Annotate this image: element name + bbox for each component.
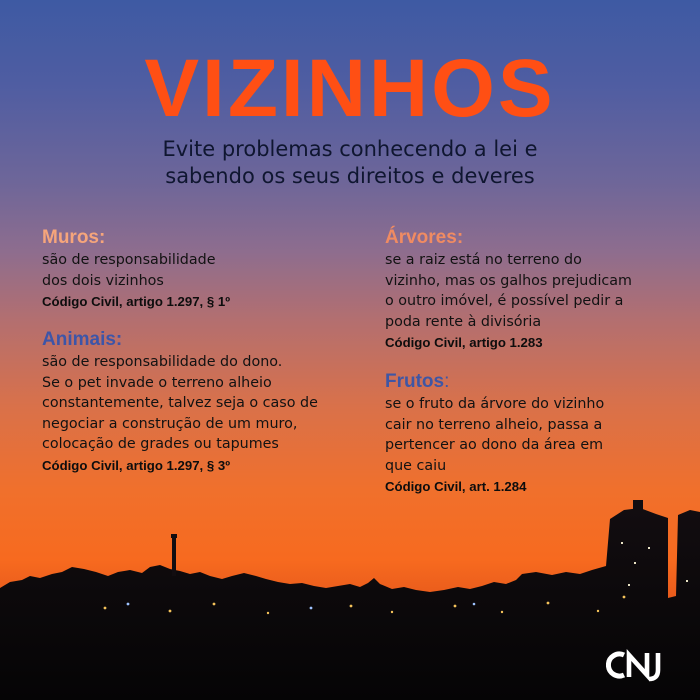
- text-line: são de responsabilidade: [42, 252, 216, 268]
- text-line: constantemente, talvez seja o caso de: [42, 395, 318, 411]
- section-heading-text: Frutos: [385, 371, 445, 392]
- text-line: se o fruto da árvore do vizinho: [385, 396, 605, 412]
- law-reference: Código Civil, artigo 1.297, § 3º: [42, 457, 231, 473]
- text-line: o outro imóvel, é possível pedir a: [385, 293, 624, 309]
- law-reference: Código Civil, artigo 1.283: [385, 335, 543, 350]
- subtitle-line: sabendo os seus direitos e deveres: [165, 164, 535, 188]
- heading-colon: :: [444, 371, 450, 392]
- section-heading-text: Árvores: [385, 227, 457, 248]
- text-line: pertencer ao dono da área em: [385, 437, 604, 453]
- text-line: negociar a construção de um muro,: [42, 415, 298, 432]
- text-line: colocação de grades ou tapumes: [42, 436, 279, 452]
- page-title: VIZINHOS: [144, 43, 556, 134]
- text-line: cair no terreno alheio, passa a: [385, 416, 603, 433]
- cnj-logo-text: CNJ: [606, 648, 608, 649]
- heading-colon: :: [456, 227, 464, 248]
- text-line: que caiu: [385, 457, 447, 474]
- heading-colon: :: [115, 329, 123, 350]
- cnj-logo-icon: [606, 648, 672, 682]
- text-line: poda rente à divisória: [385, 313, 542, 330]
- law-reference: Código Civil, art. 1.284: [385, 479, 527, 494]
- heading-colon: :: [99, 227, 106, 248]
- section-heading-text: Animais: [42, 329, 116, 350]
- text-line: dos dois vizinhos: [42, 272, 164, 289]
- law-reference: Código Civil, artigo 1.297, § 1º: [42, 294, 231, 309]
- text-line: se a raiz está no terreno do: [385, 252, 582, 268]
- text-line: são de responsabilidade do dono.: [42, 354, 283, 370]
- text-line: vizinho, mas os galhos prejudicam: [385, 272, 632, 289]
- section-heading-text: Muros: [42, 227, 99, 248]
- subtitle-line: Evite problemas conhecendo a lei e: [162, 137, 538, 161]
- cnj-logo: [606, 648, 672, 686]
- text-line: Se o pet invade o terreno alheio: [42, 374, 272, 391]
